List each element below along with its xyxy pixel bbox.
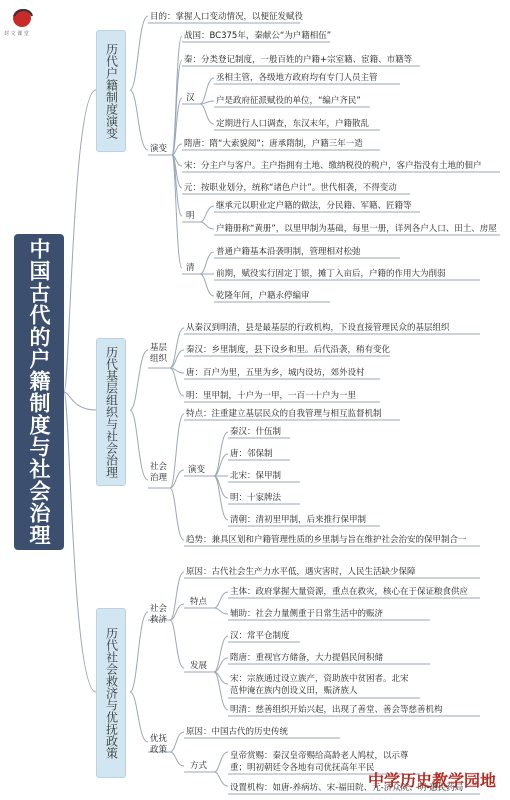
social-relief-label: 社会救济 — [150, 604, 168, 625]
pref-method-1a: 皇帝赏赐：秦汉皇帝赐给高龄老人鸠杖，以示尊 — [230, 751, 409, 761]
qing-label: 清 — [186, 263, 195, 273]
section-social-relief: 历代社会救济与优抚政策 — [96, 608, 126, 778]
ming-label: 明 — [186, 211, 195, 221]
qing-1: 普通户籍基本沿袭明制，管理相对松弛 — [216, 247, 361, 257]
han-3: 定期进行人口调查，东汉末年，户籍散乱 — [216, 119, 370, 129]
gov-evolution-label: 演变 — [188, 465, 206, 475]
pref-method-label: 方式 — [190, 761, 208, 771]
preferential-policy-label: 优抚政策 — [150, 734, 168, 755]
logo-icon — [4, 4, 44, 44]
han-2: 户是政府征派赋役的单位，“编户齐民” — [216, 96, 361, 106]
song: 宋：分主户与客户。主户指拥有土地、缴纳税役的税户，客户指没有土地的佃户 — [184, 161, 482, 171]
logo-text: 封 文 课 堂 — [4, 31, 29, 37]
qing-3: 乾隆年间，户籍永停编审 — [216, 291, 310, 301]
ming-2: 户籍册称“黄册”，以里甲制为基础，每里一册，详列各户人口、田土、房屋 — [216, 224, 497, 234]
org-ming: 明：里甲制，十户为一甲，一百一十户为一里 — [186, 391, 357, 401]
warring-states: 战国：BC375年，秦献公“为户籍相伍” — [184, 31, 332, 41]
relief-cause: 原因：古代社会生产力水平低，遇灾害时，人民生活缺少保障 — [186, 567, 416, 577]
org-qinhan: 秦汉：乡里制度，县下设乡和里。后代沿袭，稍有变化 — [186, 345, 391, 355]
social-governance-label: 社会治理 — [150, 462, 168, 483]
gov-tang: 唐：邻保制 — [230, 449, 273, 459]
yuan: 元：按职业划分，统称“诸色户计”。世代相袭，不得变动 — [184, 183, 397, 193]
gov-qing: 清朝：清初里甲制，后来推行保甲制 — [230, 515, 367, 525]
watermark: 中学历史教学园地 — [368, 771, 497, 790]
org-intro: 从秦汉到明清，县是最基层的行政机构，下设直接管理民众的基层组织 — [186, 323, 450, 333]
relief-han: 汉：常平仓制度 — [230, 631, 290, 641]
purpose: 目的：掌握人口变动情况，以便征发赋役 — [150, 12, 304, 22]
relief-features-label: 特点 — [190, 597, 208, 607]
root-title: 中国古代的户籍制度与社会治理 — [14, 234, 64, 550]
gov-trend: 趋势：兼具区划和户籍管理性质的乡里制与旨在维护社会治安的保甲制合一 — [186, 535, 467, 545]
relief-ming-qing: 明清：慈善组织开始兴起，出现了善堂、善会等慈善机构 — [230, 705, 443, 715]
qin: 秦：分类登记制度，一般百姓的户籍+宗室籍、宦籍、市籍等 — [184, 55, 413, 65]
qing-2: 前期，赋役实行固定丁银，摊丁入亩后，户籍的作用大为削弱 — [216, 269, 446, 279]
relief-song-b: 范仲淹在族内创设义田，赈济族人 — [230, 686, 358, 696]
relief-sui-tang: 隋唐：重视官方储备，大力提倡民间积储 — [230, 653, 384, 663]
pref-method-2: 设置机构：如唐-养病坊、宋-福田院、元-济众院、明-惠民药局 — [230, 783, 464, 793]
pref-method-1b: 重；明初朝廷令各地有司优抚高年平民 — [230, 763, 375, 773]
gov-ming: 明：十家牌法 — [230, 493, 282, 503]
grassroots-org-label: 基层组织 — [150, 343, 168, 364]
gov-qinhan: 秦汉：什伍制 — [230, 427, 282, 437]
relief-feature-aux: 辅助：社会力量侧重于日常生活中的赈济 — [230, 609, 384, 619]
pref-cause: 原因：中国古代的历史传统 — [186, 727, 289, 737]
relief-feature-main: 主体：政府掌握大量资源，重点在救灾，核心在于保证粮食供应 — [230, 587, 469, 597]
sui-tang: 隋唐：隋“大索貌阅”；唐承隋制，户籍三年一造 — [184, 139, 363, 149]
section-household-registration: 历代户籍制度演变 — [96, 30, 126, 152]
ming-1: 继承元以职业定户籍的做法，分民籍、军籍、匠籍等 — [216, 201, 412, 211]
org-tang: 唐：百户为里，五里为乡，城内设坊，郊外设村 — [186, 368, 365, 378]
gov-northern-song: 北宋：保甲制 — [230, 471, 282, 481]
evolution-label: 演变 — [150, 144, 168, 154]
han-1: 丞相主管，各级地方政府均有专门人员主管 — [216, 73, 378, 83]
relief-song-a: 宋：宗族通过设立族产，资助族中贫困者。北宋 — [230, 674, 409, 684]
han-label: 汉 — [186, 93, 195, 103]
section-grassroots-governance: 历代基层组织与社会治理 — [96, 338, 126, 486]
relief-dev-label: 发展 — [190, 661, 208, 671]
gov-feature: 特点：注重建立基层民众的自我管理与相互监督机制 — [186, 409, 382, 419]
